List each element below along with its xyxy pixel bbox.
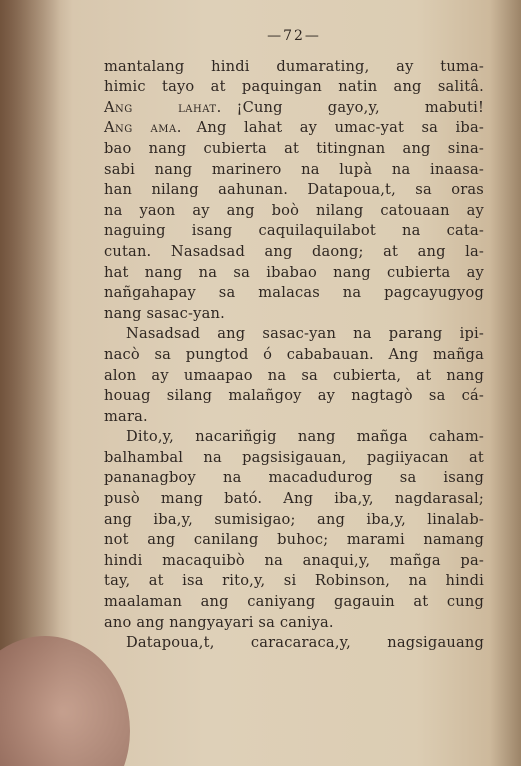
line-text: nañgahapay sa malacas na pagcayugyog [104, 284, 484, 302]
line-text: cutan. Nasadsad ang daong; at ang la- [104, 242, 484, 260]
line-text: houag silang malañgoy ay nagtagò sa cá- [104, 387, 484, 405]
text-line [104, 98, 484, 119]
text-line [104, 571, 484, 592]
line-text: ano ang nangyayari sa caniya. [104, 613, 334, 631]
text-line [104, 613, 484, 634]
speaker-label: Ang lahat. [104, 98, 222, 116]
line-text: not ang canilang buhoc; marami namang [104, 531, 484, 549]
line-text: na yaon ay ang boò nilang catouaan ay [104, 201, 484, 219]
line-text: hindi macaquibò na anaqui,y, mañga pa- [104, 551, 484, 569]
line-text: ang iba,y, sumisigao; ang iba,y, linalab- [104, 510, 484, 528]
line-text: tay, at isa rito,y, si Robinson, na hindi [104, 572, 484, 590]
line-text: alon ay umaapao na sa cubierta, at nang [104, 366, 484, 384]
text-line [104, 407, 484, 428]
text-line [104, 427, 484, 448]
text-line [104, 283, 484, 304]
thumb-image [0, 636, 130, 766]
text-line [104, 366, 484, 387]
line-text: mantalang hindi dumarating, ay tuma- [104, 57, 484, 75]
text-line [104, 118, 484, 139]
line-text: Nasadsad ang sasac-yan na parang ipi- [126, 325, 484, 343]
text-line [104, 57, 484, 78]
line-text: pusò mang bató. Ang iba,y, nagdarasal; [104, 490, 484, 508]
text-line [104, 139, 484, 160]
page-text [104, 26, 484, 654]
text-line [104, 263, 484, 284]
line-text: mara. [104, 407, 148, 425]
line-text: sabi nang marinero na lupà na inaasa- [104, 160, 484, 178]
text-line [104, 633, 484, 654]
line-text: naguing isang caquilaquilabot na cata- [104, 222, 484, 240]
text-line [104, 160, 484, 181]
line-text: Ang lahat ay umac-yat sa iba- [196, 119, 484, 137]
text-line [104, 242, 484, 263]
text-line [104, 386, 484, 407]
line-text: nacò sa pungtod ó cababauan. Ang mañga [104, 345, 484, 363]
text-line [104, 201, 484, 222]
line-text: balhambal na pagsisigauan, pagiiyacan at [104, 448, 484, 466]
line-text: Datapoua,t, caracaraca,y, nagsigauang [126, 634, 484, 652]
text-line [104, 592, 484, 613]
text-line [104, 304, 484, 325]
text-lines [104, 57, 484, 654]
line-text: hat nang na sa ibabao nang cubierta ay [104, 263, 484, 281]
text-line [104, 510, 484, 531]
text-line [104, 551, 484, 572]
text-line [104, 448, 484, 469]
line-text: nang sasac-yan. [104, 304, 225, 322]
text-line [104, 489, 484, 510]
line-text: ¡Cung gayo,y, mabuti! [236, 98, 485, 116]
line-text: bao nang cubierta at titingnan ang sina- [104, 139, 484, 157]
text-line [104, 530, 484, 551]
text-line [104, 324, 484, 345]
line-text: Dito,y, nacariñgig nang mañga caham- [126, 428, 484, 446]
page-number: —72— [267, 28, 321, 44]
text-line [104, 180, 484, 201]
text-line [104, 468, 484, 489]
text-line [104, 77, 484, 98]
speaker-label: Ang ama. [104, 119, 182, 137]
line-text: maalaman ang caniyang gagauin at cung [104, 593, 484, 611]
line-text: himic tayo at paquingan natin ang salitâ. [104, 78, 484, 96]
line-text: han nilang aahunan. Datapoua,t, sa oras [104, 181, 484, 199]
line-text: pananagboy na macadudurog sa isang [104, 469, 484, 487]
text-line [104, 221, 484, 242]
text-line [104, 345, 484, 366]
